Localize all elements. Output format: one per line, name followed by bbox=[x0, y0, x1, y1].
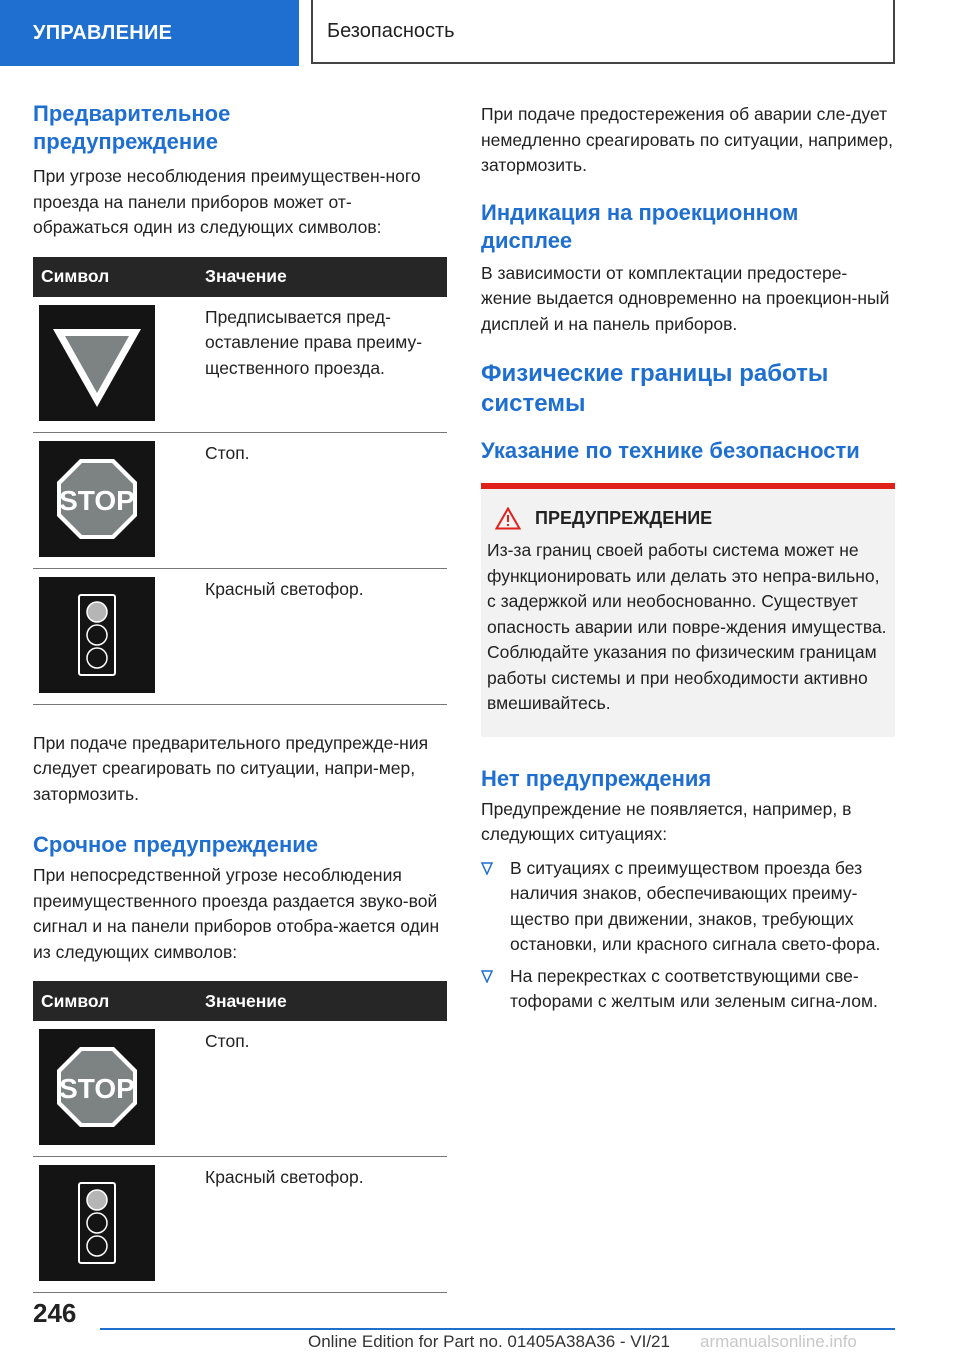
heading-system-limits: Физические границы работы системы bbox=[481, 360, 829, 417]
footer-edition: Online Edition for Part no. 01405A38A36 - VI/21 bbox=[308, 1332, 670, 1351]
symbol-cell bbox=[39, 1165, 155, 1281]
heading-urgent-warning: Срочное предупреждение bbox=[33, 832, 319, 857]
table-header bbox=[33, 981, 447, 1021]
warning-title-label: ПРЕДУПРЕЖДЕНИЕ bbox=[535, 508, 713, 528]
table-row bbox=[33, 297, 447, 433]
symbol-cell bbox=[39, 577, 155, 693]
meaning-text: Красный светофор. bbox=[205, 578, 364, 599]
heading-safety-note: Указание по технике безопасности bbox=[481, 438, 860, 463]
column-meaning: Значение bbox=[205, 990, 287, 1011]
paragraph-preliminary: При угрозе несоблюдения преимуществен-ного проезда на панели приборов может от-ображаться один из следующих символов: bbox=[33, 166, 421, 237]
traffic-light-icon bbox=[77, 1181, 117, 1265]
meaning-text: Стоп. bbox=[205, 1031, 250, 1051]
stop-sign-icon bbox=[55, 1045, 139, 1129]
symbol-cell bbox=[39, 1029, 155, 1145]
heading-preliminary-warning: Предварительное предупреждение bbox=[33, 101, 231, 154]
page-number: 246 bbox=[33, 1298, 77, 1328]
heading-hud: Индикация на проекционном дисплее bbox=[481, 199, 799, 253]
traffic-light-icon bbox=[77, 593, 117, 677]
table-row bbox=[33, 1021, 447, 1157]
warning-text: Из-за границ своей работы система может не функционировать или делать это непра-вильно, с задержкой или необоснованно. Существует опасность аварии или повре-ждения имущества. Соблюдайте указания по физическим границам работы системы и при необходимости активно вмешивайтесь. bbox=[487, 540, 887, 713]
heading-no-warning: Нет предупреждения bbox=[481, 765, 712, 791]
paragraph-no-warning: Предупреждение не появляется, например, в следующих ситуациях: bbox=[481, 798, 852, 844]
warning-box bbox=[481, 483, 895, 737]
column-symbol: Символ bbox=[41, 990, 110, 1011]
yield-sign-icon bbox=[49, 315, 145, 411]
symbols-table-1 bbox=[33, 257, 447, 705]
meaning-text: Предписывается пред-оставление права преиму-щественного проезда. bbox=[205, 306, 423, 378]
symbol-cell bbox=[39, 441, 155, 557]
symbols-table-2 bbox=[33, 981, 447, 1293]
symbol-cell bbox=[39, 305, 155, 421]
situations-list bbox=[481, 856, 895, 1015]
table-row bbox=[33, 569, 447, 705]
column-meaning: Значение bbox=[205, 266, 287, 286]
warning-triangle-icon bbox=[495, 507, 521, 530]
paragraph-collision: При подаче предостережения об аварии сле-дует немедленно среагировать по ситуации, например, затормозить. bbox=[481, 104, 894, 175]
footer-divider bbox=[100, 1328, 895, 1330]
header-topic bbox=[311, 0, 895, 64]
paragraph-hud: В зависимости от комплектации предостере-жение выдается одновременно на проекцион-ный дисплей и на панель приборов. bbox=[481, 262, 890, 334]
table-header bbox=[33, 257, 447, 297]
table-row bbox=[33, 1157, 447, 1293]
stop-sign-icon bbox=[55, 457, 139, 541]
paragraph-urgent: При непосредственной угрозе несоблюдения преимущественного проезда раздается звуко-вой сигнал и на панели приборов отобра-жается один из следующих символов: bbox=[33, 865, 440, 962]
meaning-text: Красный светофор. bbox=[205, 1167, 364, 1187]
bullet-triangle-icon bbox=[481, 970, 493, 983]
watermark: armanualsonline.info bbox=[700, 1332, 857, 1351]
column-symbol: Символ bbox=[41, 266, 110, 286]
bullet-triangle-icon bbox=[481, 862, 493, 875]
meaning-text: Стоп. bbox=[205, 442, 250, 463]
paragraph-after-table: При подаче предварительного предупрежде-ния следует среагировать по ситуации, напри-мер, затормозить. bbox=[33, 732, 429, 804]
list-item-text: На перекрестках с соответствующими све-тофорами с желтым или зеленым сигна-лом. bbox=[510, 965, 878, 1011]
stop-text: STOP bbox=[59, 1073, 135, 1104]
list-item bbox=[481, 856, 895, 958]
stop-text: STOP bbox=[59, 484, 135, 516]
header-section bbox=[0, 0, 299, 66]
left-column bbox=[33, 100, 447, 1293]
table-row bbox=[33, 433, 447, 569]
list-item bbox=[481, 964, 895, 1015]
header-topic-label: Безопасность bbox=[327, 19, 455, 42]
right-column bbox=[481, 100, 895, 1021]
warning-title bbox=[487, 507, 889, 530]
header-section-label: УПРАВЛЕНИЕ bbox=[33, 21, 173, 44]
list-item-text: В ситуациях с преимуществом проезда без наличия знаков, обеспечивающих преиму-щество при движении, знаков, требующих остановки, или красного сигнала свето-фора. bbox=[510, 857, 881, 954]
